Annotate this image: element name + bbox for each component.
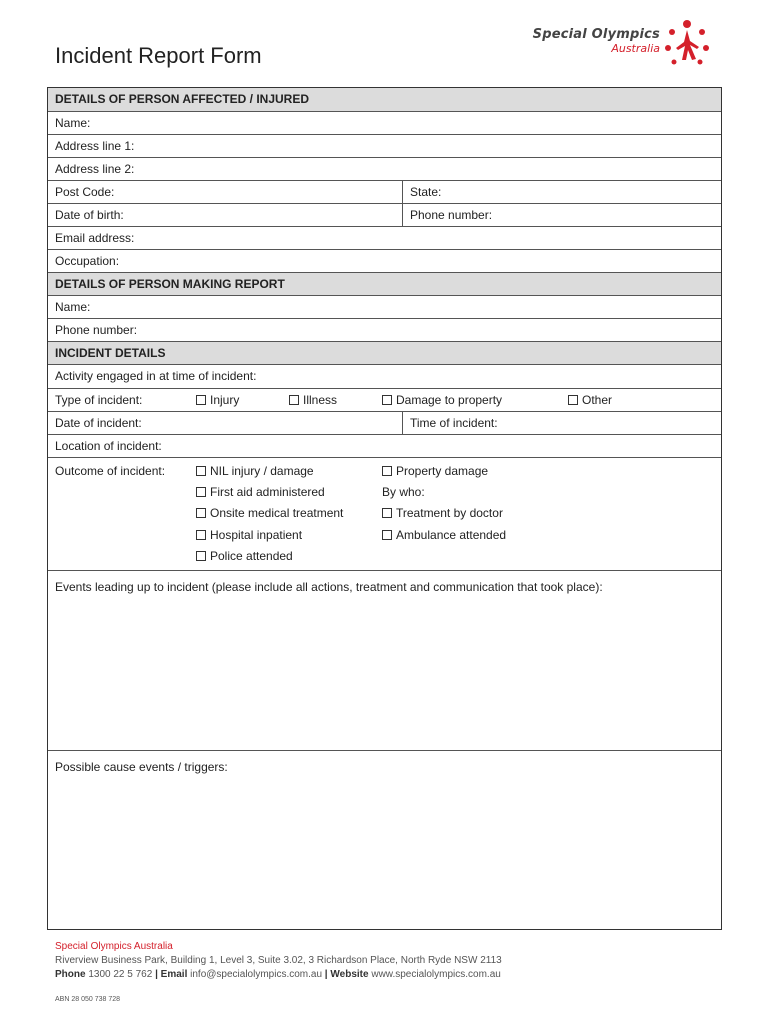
incident-time-field[interactable]: Time of incident: (402, 412, 721, 434)
outcome-property-damage-checkbox[interactable]: Property damage (382, 461, 488, 482)
incident-date-field[interactable]: Date of incident: (55, 416, 142, 430)
section-header-affected: DETAILS OF PERSON AFFECTED / INJURED (48, 88, 721, 112)
checkbox-icon (382, 395, 392, 405)
affected-name-field[interactable]: Name: (48, 112, 721, 135)
activity-field[interactable]: Activity engaged in at time of incident: (48, 365, 721, 389)
checkbox-icon (196, 487, 206, 497)
incident-type-row (48, 389, 721, 412)
postcode-field[interactable]: Post Code: (55, 185, 115, 199)
type-label: Type of incident: (55, 393, 143, 407)
page-title: Incident Report Form (55, 43, 262, 68)
type-injury-checkbox[interactable]: Injury (196, 389, 239, 411)
possible-causes-field[interactable]: Possible cause events / triggers: (55, 760, 228, 774)
outcome-doctor-checkbox[interactable]: Treatment by doctor (382, 503, 503, 524)
affected-address2-field[interactable]: Address line 2: (48, 158, 721, 181)
affected-phone-field[interactable]: Phone number: (402, 204, 721, 226)
type-damage-checkbox[interactable]: Damage to property (382, 389, 502, 411)
outcome-police-checkbox[interactable]: Police attended (196, 546, 293, 567)
reporter-phone-field[interactable]: Phone number: (48, 319, 721, 342)
state-field[interactable]: State: (402, 181, 721, 203)
by-who-label: By who: (382, 485, 425, 499)
affected-occupation-field[interactable]: Occupation: (48, 250, 721, 273)
incident-form (47, 87, 722, 930)
footer-address: Riverview Business Park, Building 1, Level 3, Suite 3.02, 3 Richardson Place, North Ryde NSW 2113 (55, 955, 502, 966)
abn-number: ABN 28 050 738 728 (55, 996, 120, 1003)
footer-email[interactable]: info@specialolympics.com.au (190, 969, 323, 980)
logo-name: Special Olympics (532, 27, 660, 42)
checkbox-icon (382, 508, 392, 518)
incident-date-time-row (48, 412, 721, 435)
type-illness-checkbox[interactable]: Illness (289, 389, 337, 411)
checkbox-icon (568, 395, 578, 405)
checkbox-icon (196, 508, 206, 518)
checkbox-icon (196, 395, 206, 405)
footer-contact: Phone 1300 22 5 762 | Email info@specialolympics.com.au | Website www.specialolympics.com.au (55, 969, 501, 980)
checkbox-icon (382, 466, 392, 476)
affected-email-field[interactable]: Email address: (48, 227, 721, 250)
reporter-name-field[interactable]: Name: (48, 296, 721, 319)
outcome-label: Outcome of incident: (55, 464, 166, 478)
footer-phone: 1300 22 5 762 (88, 969, 153, 980)
affected-dob-phone-row (48, 204, 721, 227)
checkbox-icon (196, 551, 206, 561)
type-other-checkbox[interactable]: Other (568, 389, 612, 411)
checkbox-icon (289, 395, 299, 405)
outcome-onsite-checkbox[interactable]: Onsite medical treatment (196, 503, 343, 524)
checkbox-icon (382, 530, 392, 540)
affected-address1-field[interactable]: Address line 1: (48, 135, 721, 158)
outcome-ambulance-checkbox[interactable]: Ambulance attended (382, 525, 506, 546)
footer-website[interactable]: www.specialolympics.com.au (371, 969, 501, 980)
logo-figure-icon (662, 18, 712, 68)
outcome-nil-checkbox[interactable]: NIL injury / damage (196, 461, 314, 482)
logo-country: Australia (611, 42, 660, 55)
footer-org: Special Olympics Australia (55, 941, 173, 952)
dob-field[interactable]: Date of birth: (55, 208, 124, 222)
section-header-incident: INCIDENT DETAILS (48, 342, 721, 365)
events-leading-field[interactable]: Events leading up to incident (please include all actions, treatment and communication that took place): (48, 571, 721, 751)
checkbox-icon (196, 466, 206, 476)
outcome-first-aid-checkbox[interactable]: First aid administered (196, 482, 325, 503)
checkbox-icon (196, 530, 206, 540)
footer (55, 940, 502, 982)
incident-location-field[interactable]: Location of incident: (48, 435, 721, 458)
special-olympics-logo (512, 18, 712, 68)
section-header-reporter: DETAILS OF PERSON MAKING REPORT (48, 273, 721, 296)
incident-outcome-block (48, 458, 721, 571)
outcome-hospital-checkbox[interactable]: Hospital inpatient (196, 525, 302, 546)
affected-postcode-state-row (48, 181, 721, 204)
